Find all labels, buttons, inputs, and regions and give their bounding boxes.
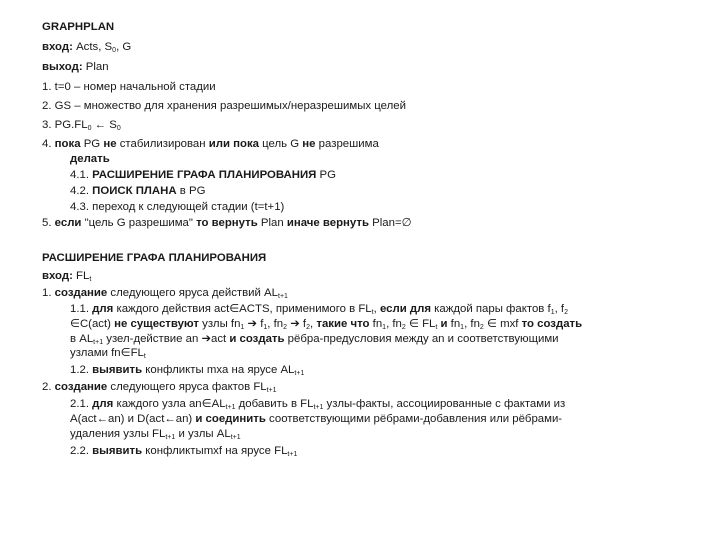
expand-step-2-2: 2.2. выявить конфликтыmxf на ярусе $FL_{t+1}$ bbox=[70, 445, 298, 458]
step-4-3: 4.3. переход к следующей стадии (t=t+1) bbox=[70, 201, 285, 213]
expand-input: вход: $FL_t$ bbox=[42, 270, 92, 283]
right-arrow-icon: ➔ bbox=[290, 318, 300, 330]
expand-step-1-1-line3: в $AL_{t+1}$ узел-действие an ➔act и создать рёбра-предусловия между an и соответствующими bbox=[70, 333, 559, 346]
empty-set-icon: ∅ bbox=[401, 217, 412, 229]
input-line: вход: Acts, $S_0$, G bbox=[42, 41, 132, 54]
element-of-icon: ∈ bbox=[120, 347, 131, 359]
step-4-2: 4.2. ПОИСК ПЛАНА в PG bbox=[70, 185, 206, 197]
left-arrow-icon: ← bbox=[96, 413, 108, 425]
step-4-1: 4.1. РАСШИРЕНИЕ ГРАФА ПЛАНИРОВАНИЯ PG bbox=[70, 169, 336, 181]
expand-title: РАСШИРЕНИЕ ГРАФА ПЛАНИРОВАНИЯ bbox=[42, 252, 267, 264]
expand-step-1-2: 1.2. выявить конфликты mxa на ярусе $AL_{t+1}$ bbox=[70, 364, 305, 377]
expand-step-1: 1. создание следующего яруса действий $AL_{t+1}$ bbox=[42, 287, 288, 300]
expand-step-2-1-line3: удаления узлы $FL_{t+1}$ и узлы $AL_{t+1}$ bbox=[70, 428, 241, 441]
step-3: 3. $PG.FL_0$ ← $S_0$ bbox=[42, 119, 121, 132]
step-5: 5. если "цель G разрешима" то вернуть Plan иначе вернуть Plan=∅ bbox=[42, 217, 412, 229]
element-of-icon: ∈ bbox=[229, 303, 240, 315]
expand-step-2-1-line2: A(act←an) и D(act←an) и соединить соответствующими рёбрами-добавления или рёбрами- bbox=[70, 413, 563, 425]
right-arrow-icon: ➔ bbox=[247, 318, 258, 330]
expand-step-2: 2. создание следующего яруса фактов $FL_{t+1}$ bbox=[42, 381, 277, 394]
element-of-icon: ∈ bbox=[70, 318, 80, 330]
expand-step-1-1-line2: ∈C(act) не существуют узлы $fn_1$ ➔ $f_1$, $fn_2$ ➔ $f_2$, такие что $fn_1$, $fn_2$ ∈ $FL_t$ и $fn_1$, $fn_2$ ∈ mxf то создать bbox=[70, 318, 583, 331]
step-1: 1. t=0 – номер начальной стадии bbox=[42, 81, 216, 93]
output-line: выход: Plan bbox=[42, 61, 109, 73]
right-arrow-icon: ➔ bbox=[201, 333, 211, 345]
left-arrow-icon: ← bbox=[94, 119, 107, 131]
expand-step-2-1: 2.1. для каждого узла $an\in AL_{t+1}$ добавить в $FL_{t+1}$ узлы-факты, ассоциированные с фактами из bbox=[70, 398, 566, 411]
element-of-icon: ∈ bbox=[201, 398, 212, 410]
step-4-do: делать bbox=[70, 153, 110, 165]
left-arrow-icon: ← bbox=[164, 413, 176, 425]
step-4: 4. пока PG не стабилизирован или пока цель G не разрешима bbox=[42, 138, 379, 150]
expand-step-1-1: 1.1. для каждого действия act∈ACTS, применимого в $FL_t$, если для каждой пары фактов $f_1$, $f_2$ bbox=[70, 303, 568, 316]
expand-step-1-1-line4: узлами $fn\in FL_t$ bbox=[70, 347, 146, 360]
step-2: 2. GS – множество для хранения разрешимых/неразрешимых целей bbox=[42, 100, 406, 112]
algorithm-title: GRAPHPLAN bbox=[42, 21, 115, 33]
